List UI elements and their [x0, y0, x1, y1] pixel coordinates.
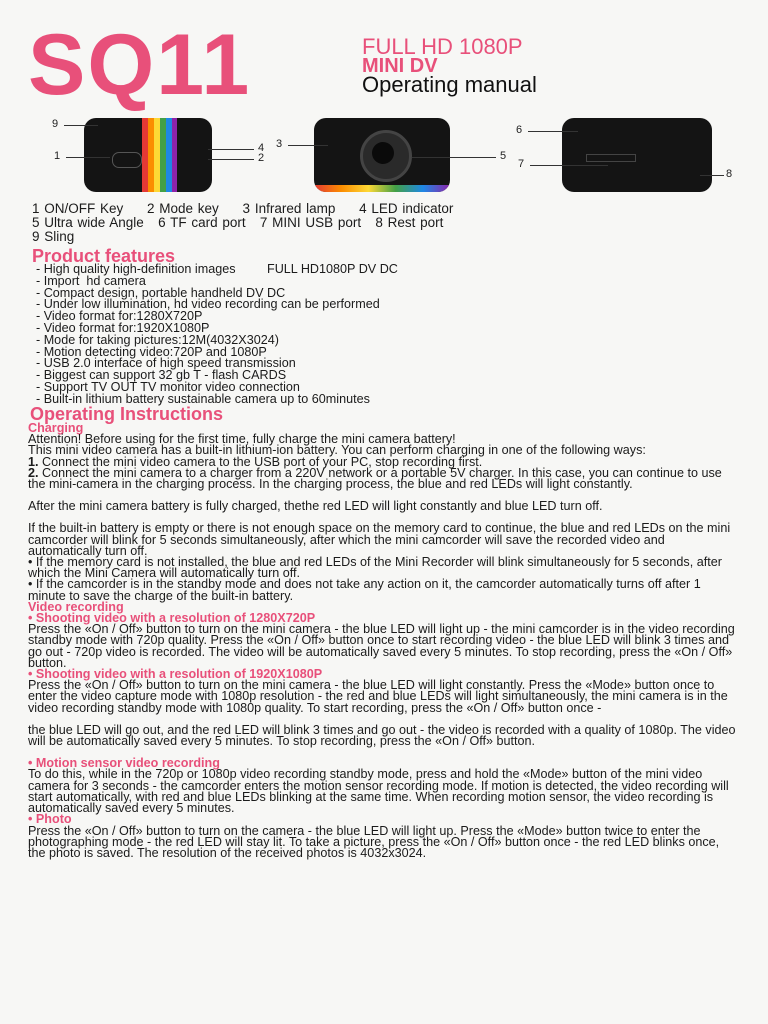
label-1: 1 [54, 150, 61, 162]
label-2: 2 [258, 152, 265, 164]
motion-text: To do this, while in the 720p or 1080p video recording standby mode, press and hold the «Mode» button of the mini video camera for 3 seconds - the camcorder enters the motion sensor recording mode. If motion is detected, the video recording will start automatically, with red and blue LEDs blinking at the same time. When recording motion sensor, the video recording is automatically saved every 5 minutes. [28, 767, 729, 816]
step-text: Connect the mini camera to a charger from a 220V network or a portable 5V charger. In this case, you can continue to use the mini-camera in the charging process. In the charging process, the blue and red LEDs will light constantly. [28, 465, 722, 492]
step-text: Connect the mini video camera to the USB port of your PC, stop recording first. [38, 454, 483, 469]
label-7: 7 [518, 158, 525, 170]
feature-item: - Mode for taking pictures:12M(4032X3024) [36, 332, 279, 347]
instructions-heading: Operating Instructions [30, 404, 224, 424]
charging-paragraph: This mini video camera has a built-in lithium-ion battery. You can perform charging in one of the following ways: [28, 443, 646, 458]
video-1080-text-cont: the blue LED will go out, and the red LED will blink 3 times and go out - the video is recorded with a quality of 1080p. The video will be automatically saved every 5 minutes. To stop recording, press the «On / Off» button. [28, 722, 736, 749]
charging-paragraph: After the mini camera battery is fully charged, thethe red LED will light constantly and blue LED turn off. [28, 499, 603, 514]
video-720-text: Press the «On / Off» button to turn on the mini camera - the blue LED will light up - the mini camcorder is in the video recording standby mode with 720p quality. Press the «On / Off» button once to start recording video - the blue LED will blink 3 times and go out - 720p video is recorded. The video will be automatically saved every 5 minutes. To stop recording, press the «On / Off» button. [28, 622, 735, 670]
label-9: 9 [52, 118, 59, 130]
feature-item: - Biggest can support 32 gb T - flash CARDS [36, 368, 287, 383]
feature-item: - Video format for:1280X720P [36, 309, 203, 324]
label-6: 6 [516, 124, 523, 136]
feature-item: - Built-in lithium battery sustainable camera up to 60minutes [36, 391, 370, 406]
video-1080-text: Press the «On / Off» button to turn on the mini camera - the blue LED will light constantly. Press the «Mode» button once to enter the video capture mode with 1080p resolution - the red and blue LEDs will light simultaneously, the mini camera is in the video recording standby mode with 1080p quality. To start recording, press the «On / Off» button once - [28, 678, 728, 715]
brand-title: SQ11 [28, 17, 252, 113]
charging-paragraph: • If the camcorder is in the standby mode and does not take any action on it, the camcorder automatically turns off after 1 minute to save the charge of the built-in battery. [28, 577, 701, 603]
feature-item: - High quality high-definition images FULL HD1080P DV DC [36, 262, 398, 276]
key-legend-row: 5 Ultra wide Angle 6 TF card port 7 MINI USB port 8 Rest port [32, 215, 444, 230]
feature-item: - Support TV OUT TV monitor video connection [36, 379, 300, 394]
video-1080-heading: • Shooting video with a resolution of 1920X1080P [28, 667, 323, 682]
subtitle-product: MINI DV [362, 55, 438, 77]
instructions-body [28, 423, 738, 859]
label-3: 3 [276, 138, 283, 150]
step-number: 2. [28, 465, 39, 480]
subtitle-manual: Operating manual [362, 72, 537, 97]
features-list [36, 264, 398, 406]
charging-heading: Charging [28, 421, 84, 435]
label-8: 8 [726, 168, 733, 180]
feature-item: - USB 2.0 interface of high speed transmission [36, 356, 296, 371]
charging-paragraph [28, 465, 738, 492]
video-720-heading: • Shooting video with a resolution of 1280X720P [28, 611, 316, 626]
charging-paragraph: Attention! Before using for the first time, fully charge the mini camera battery! [28, 432, 456, 447]
label-5: 5 [500, 150, 507, 162]
photo-heading: • Photo [28, 812, 72, 827]
charging-paragraph: If the built-in battery is empty or there is not enough space on the memory card to continue, the blue and red LEDs on the mini camcorder will blink for 5 seconds simultaneously, after which the mini camcorder will save the recorded video and automatically turn off. [28, 521, 731, 558]
video-heading: Video recording [28, 599, 124, 614]
key-legend-row: 9 Sling [32, 229, 75, 244]
feature-item: - Compact design, portable handheld DV DC [36, 285, 286, 300]
key-legend [32, 202, 453, 244]
feature-item: - Import hd camera [36, 273, 146, 288]
charging-paragraph: • If the memory card is not installed, the blue and red LEDs of the Mini Recorder will blink simultaneously for 5 seconds, after which the Mini Camera will automatically turn off. [28, 555, 722, 581]
feature-item: - Video format for:1920X1080P [36, 320, 210, 335]
feature-item: - Under low illumination, hd video recording can be performed [36, 297, 380, 312]
photo-text: Press the «On / Off» button to turn on the camera - the blue LED will light up. Press the «Mode» button twice to enter the photographing mode - the red LED will stay lit. To take a picture, press the «On / Off» button once - the red LED blinks once, the photo is saved. The resolution of the received photos is 4032x3024. [28, 823, 720, 860]
step-number: 1. [28, 454, 39, 469]
feature-item: - Motion detecting video:720P and 1080P [36, 344, 267, 359]
label-4: 4 [258, 142, 265, 154]
features-heading: Product features [32, 246, 176, 266]
camera-back-view [562, 118, 712, 192]
motion-heading: • Motion sensor video recording [28, 756, 220, 771]
camera-side-view [84, 118, 212, 192]
key-legend-row: 1 ON/OFF Key 2 Mode key 3 Infrared lamp 4 LED indicator [32, 201, 454, 216]
camera-front-view [314, 118, 450, 192]
subtitle-resolution: FULL HD 1080P [362, 34, 523, 59]
camera-diagram [40, 112, 740, 197]
